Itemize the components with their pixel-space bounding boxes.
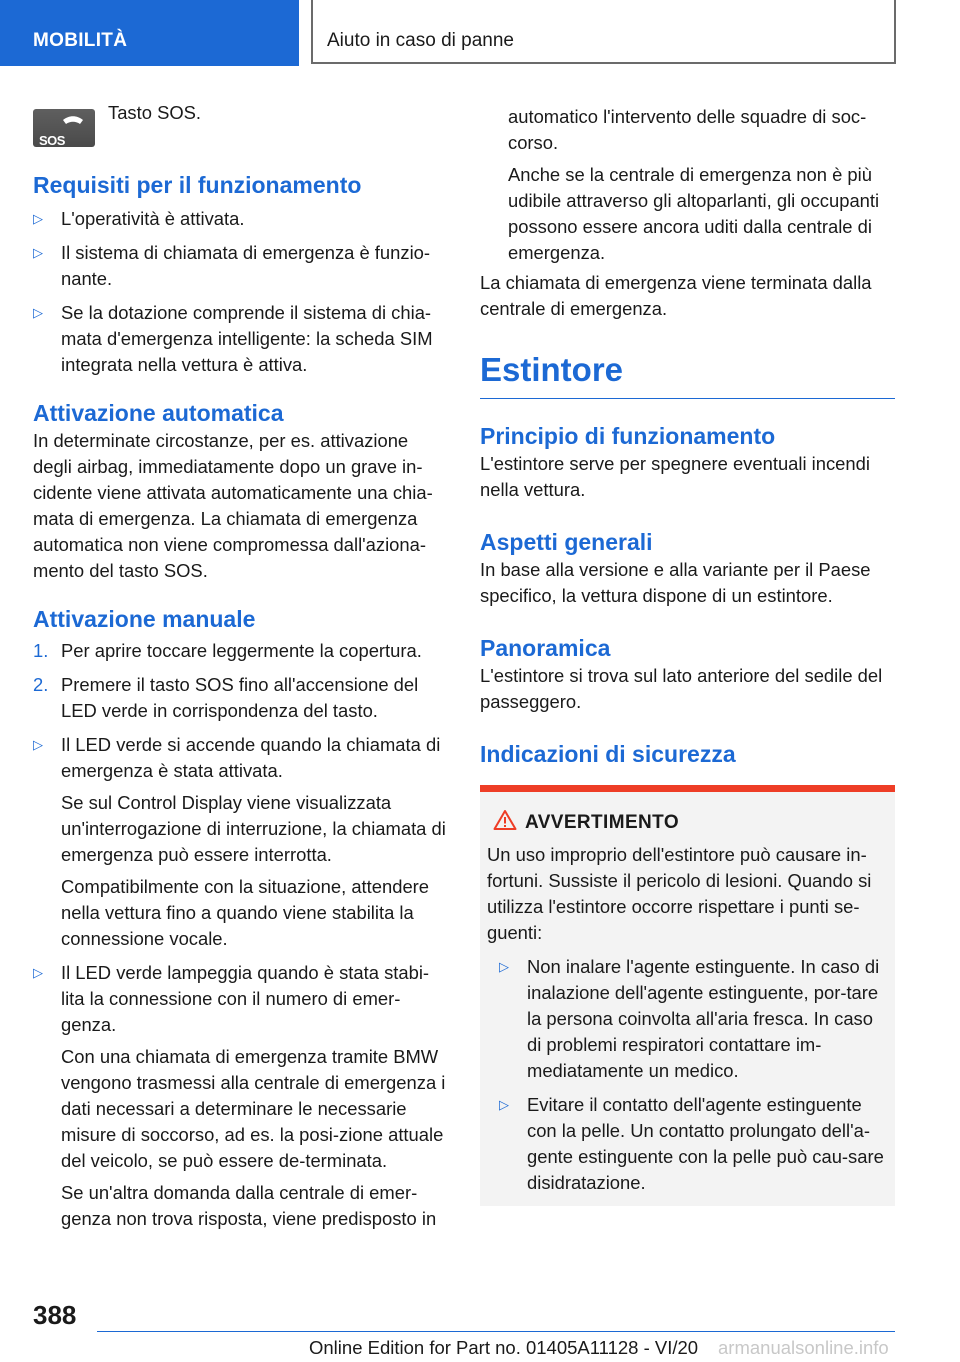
step-number: 2. [33, 674, 49, 695]
edition-info: Online Edition for Part no. 01405A11128 - VI/20 [309, 1337, 699, 1358]
general-heading: Aspetti generali [480, 529, 653, 555]
principle-heading: Principio di funzionamento [480, 423, 776, 449]
list-item: ▷ Il LED verde lampeggia quando è stata stabi-lita la connessione con il numero di emer-genza. [33, 962, 430, 1035]
list-item-detail: Se un'altra domanda dalla centrale di emer-genza non trova risposta, viene predisposto in [61, 1182, 437, 1229]
warning-list [487, 954, 887, 1196]
step-number: 1. [33, 640, 49, 661]
sos-caption: Tasto SOS. [108, 102, 202, 123]
overview-text: L'estintore si trova sul lato anteriore del sedile del passeggero. [480, 665, 883, 712]
bullet-triangle-icon: ▷ [33, 245, 43, 260]
right-column [480, 104, 895, 1206]
list-item: ▷ Evitare il contatto dell'agente estinguente con la pelle. Un contatto prolungato dell'a-gente estinguente con la pelle può cau-sare disidratazione. [499, 1094, 884, 1193]
general-text: In base alla versione e alla variante per il Paese specifico, la vettura dispone di un estintore. [480, 559, 871, 606]
watermark: armanualsonline.info [718, 1337, 889, 1358]
list-item-detail: Compatibilmente con la situazione, attendere nella vettura fino a quando viene stabilita la connessione vocale. [61, 876, 430, 949]
warning-title: AVVERTIMENTO [487, 810, 887, 836]
list-item-detail: Anche se la centrale di emergenza non è più udibile attraverso gli altoparlanti, gli occupanti possono essere ancora uditi dalla centrale di emergenza. [508, 164, 880, 263]
footer-divider [97, 1331, 895, 1332]
bullet-triangle-icon: ▷ [33, 211, 43, 226]
requirements-heading: Requisiti per il funzionamento [33, 172, 362, 198]
page-number: 388 [33, 1300, 77, 1330]
main-heading: Estintore [480, 351, 624, 388]
list-item: ▷ Il sistema di chiamata di emergenza è funzio-nante. [33, 242, 431, 289]
sos-button-row [33, 100, 448, 148]
safety-heading: Indicazioni di sicurezza [480, 741, 736, 767]
numbered-step: 2. Premere il tasto SOS fino all'accensione del LED verde in corrispondenza del tasto. [33, 674, 419, 721]
auto-activation-text: In determinate circostanze, per es. attivazione degli airbag, immediatamente dopo un grave in-cidente viene attivata automaticamente una chia-mata di emergenza. La chiamata di emergenza automatica non viene compromessa dall'aziona-mento del tasto SOS. [33, 430, 433, 581]
warning-text: Un uso improprio dell'estintore può causare in-fortuni. Sussiste il pericolo di lesioni. Quando si utilizza l'estintore occorre rispettare i punti se-guenti: [487, 844, 872, 943]
bullet-triangle-icon: ▷ [33, 965, 43, 980]
auto-activation-heading: Attivazione automatica [33, 400, 284, 426]
list-item-detail: Se sul Control Display viene visualizzata un'interrogazione di interruzione, la chiamata di emergenza può essere interrotta. [61, 792, 446, 865]
list-item: ▷ Non inalare l'agente estinguente. In caso di inalazione dell'agente estinguente, por-tare la persona coinvolta all'aria fresca. In caso di problemi respiratori contattare im-mediatamente un medico. [499, 956, 880, 1081]
left-column [33, 100, 448, 1232]
warning-triangle-icon [493, 809, 517, 831]
manual-steps [33, 638, 448, 1232]
heading-divider [480, 398, 895, 399]
bullet-triangle-icon: ▷ [33, 305, 43, 320]
sos-icon-label: SOS [39, 133, 65, 148]
bullet-triangle-icon: ▷ [499, 1097, 509, 1112]
list-item-detail: automatico l'intervento delle squadre di soc-corso. [508, 106, 867, 153]
list-item: ▷ Il LED verde si accende quando la chiamata di emergenza è stata attivata. [33, 734, 441, 781]
bullet-triangle-icon: ▷ [499, 959, 509, 974]
sos-phone-icon [33, 109, 95, 147]
requirements-list [33, 206, 448, 378]
numbered-step: 1. Per aprire toccare leggermente la copertura. [33, 638, 448, 664]
manual-activation-heading: Attivazione manuale [33, 606, 256, 632]
page-header [0, 0, 960, 66]
overview-heading: Panoramica [480, 635, 611, 661]
bullet-triangle-icon: ▷ [33, 737, 43, 752]
list-item-detail: Con una chiamata di emergenza tramite BMW vengono trasmessi alla centrale di emergenza i dati necessari a determinare le necessarie misure di soccorso, ad es. la posi-zione attuale del veicolo, se può essere de-terminata. [61, 1046, 446, 1171]
principle-text: L'estintore serve per spegnere eventuali incendi nella vettura. [480, 453, 870, 500]
warning-box [480, 785, 895, 1206]
list-item: ▷ Se la dotazione comprende il sistema di chia-mata d'emergenza intelligente: la scheda SIM integrata nella vettura è attiva. [33, 302, 433, 375]
list-item: ▷ L'operatività è attivata. [33, 206, 448, 232]
chapter-title: Aiuto in caso di panne [311, 0, 896, 64]
end-call-text: La chiamata di emergenza viene terminata dalla centrale di emergenza. [480, 272, 872, 319]
section-tab[interactable]: MOBILITÀ [0, 0, 299, 66]
